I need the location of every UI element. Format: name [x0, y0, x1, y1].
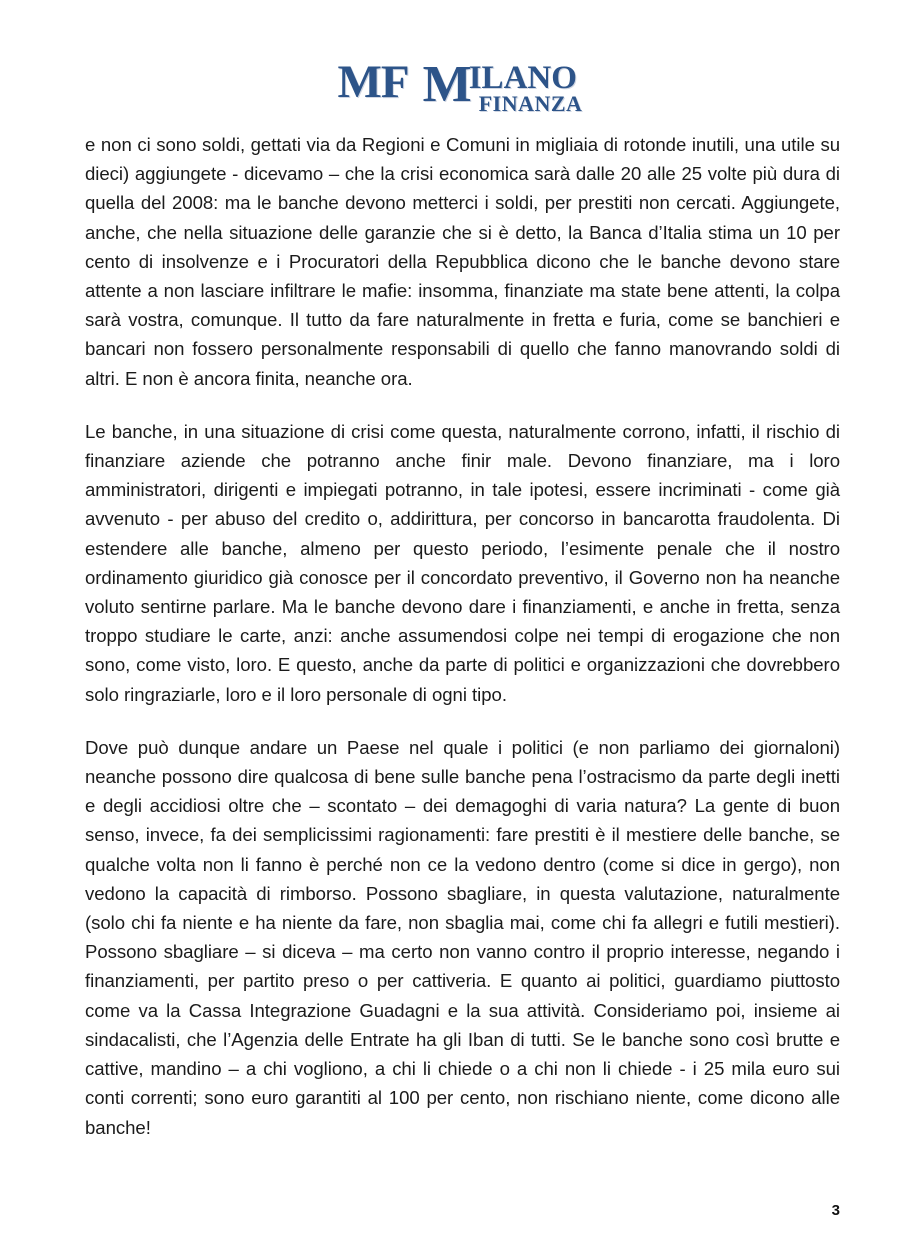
logo-finanza-text: FINANZA	[478, 91, 583, 117]
paragraph: Dove può dunque andare un Paese nel quale i politici (e non parliamo dei giornaloni) neanche possono dire qualcosa di bene sulle banche pena l’ostracismo da parte degli inetti e degli accidiosi oltre che – scontato – dei demagoghi di varia natura? La gente di buon senso, invece, fa dei semplicissimi ragionamenti: fare prestiti è il mestiere delle banche, se qualche volta non li fanno è perché non ce la vedono dentro (come si dice in gergo), non vedono la capacità di rimborso. Possono sbagliare, in questa valutazione, naturalmente (solo chi fa niente e ha niente da fare, non sbaglia mai, come chi fa allegri e futili mestieri). Possono sbagliare – si diceva – ma certo non vanno contro il proprio interesse, negando i finanziamenti, per partito preso o per cattiveria. E quanto ai politici, guardiamo piuttosto come va la Cassa Integrazione Guadagni e la sua attività. Consideriamo poi, insieme ai sindacalisti, che l’Agenzia delle Entrate ha gli Iban di tutti. Se le banche sono così brutte e cattive, mandino – a chi vogliono, a chi li chiede o a chi non li chiede - i 25 mila euro sui conti correnti; sono euro garantiti al 100 per cento, non rischiano niente, come dicono alle banche!	[85, 736, 840, 1138]
logo-wordmark	[469, 59, 583, 115]
paragraph: Le banche, in una situazione di crisi come questa, naturalmente corrono, infatti, il rischio di finanziare aziende che potranno anche finir male. Devono finanziare, ma i loro amministratori, dirigenti e impiegati potranno, in tale ipotesi, essere incriminati - come già avvenuto - per abuso del credito o, addirittura, per concorso in bancarotta fraudolenta. Di estendere alle banche, almeno per questo periodo, l’esimente penale che il nostro ordinamento giuridico già conosce per il concordato preventivo, il Governo non ha neanche voluto sentirne parlare. Ma le banche devono dare i finanziamenti, e anche in fretta, senza troppo studiare le carte, anzi: anche assumendosi colpe nei tempi di erogazione che non sono, come visto, loro. E questo, anche da parte di politici e organizzazioni che dovrebbero solo ringraziarle, loro e il loro personale di ogni tipo.	[85, 420, 840, 705]
logo-mf-text: MF	[337, 56, 409, 108]
article-body	[85, 130, 840, 1142]
masthead	[0, 58, 920, 124]
page-number: 3	[831, 1202, 840, 1219]
logo-milano-text: ILANO	[468, 60, 577, 96]
logo-m-initial: M	[422, 56, 469, 113]
milano-finanza-logo	[337, 56, 583, 117]
paragraph: e non ci sono soldi, gettati via da Regioni e Comuni in migliaia di rotonde inutili, una utile su dieci) aggiungete - dicevamo – che la crisi economica sarà dalle 20 alle 25 volte più dura di quella del 2008: ma le banche devono metterci i soldi, per prestiti non cercati. Aggiungete, anche, che nella situazione delle garanzie che si è detto, la Banca d’Italia stima un 10 per cento di insolvenze e i Procuratori della Repubblica dicono che le banche devono stare attente a non lasciare infiltrare le mafie: insomma, finanziate ma state bene attenti, la colpa sarà vostra, comunque. Il tutto da fare naturalmente in fretta e furia, come se banchieri e bancari non fossero personalmente responsabili di quello che fanno manovrando soldi di altri. E non è ancora finita, neanche ora.	[85, 134, 840, 389]
